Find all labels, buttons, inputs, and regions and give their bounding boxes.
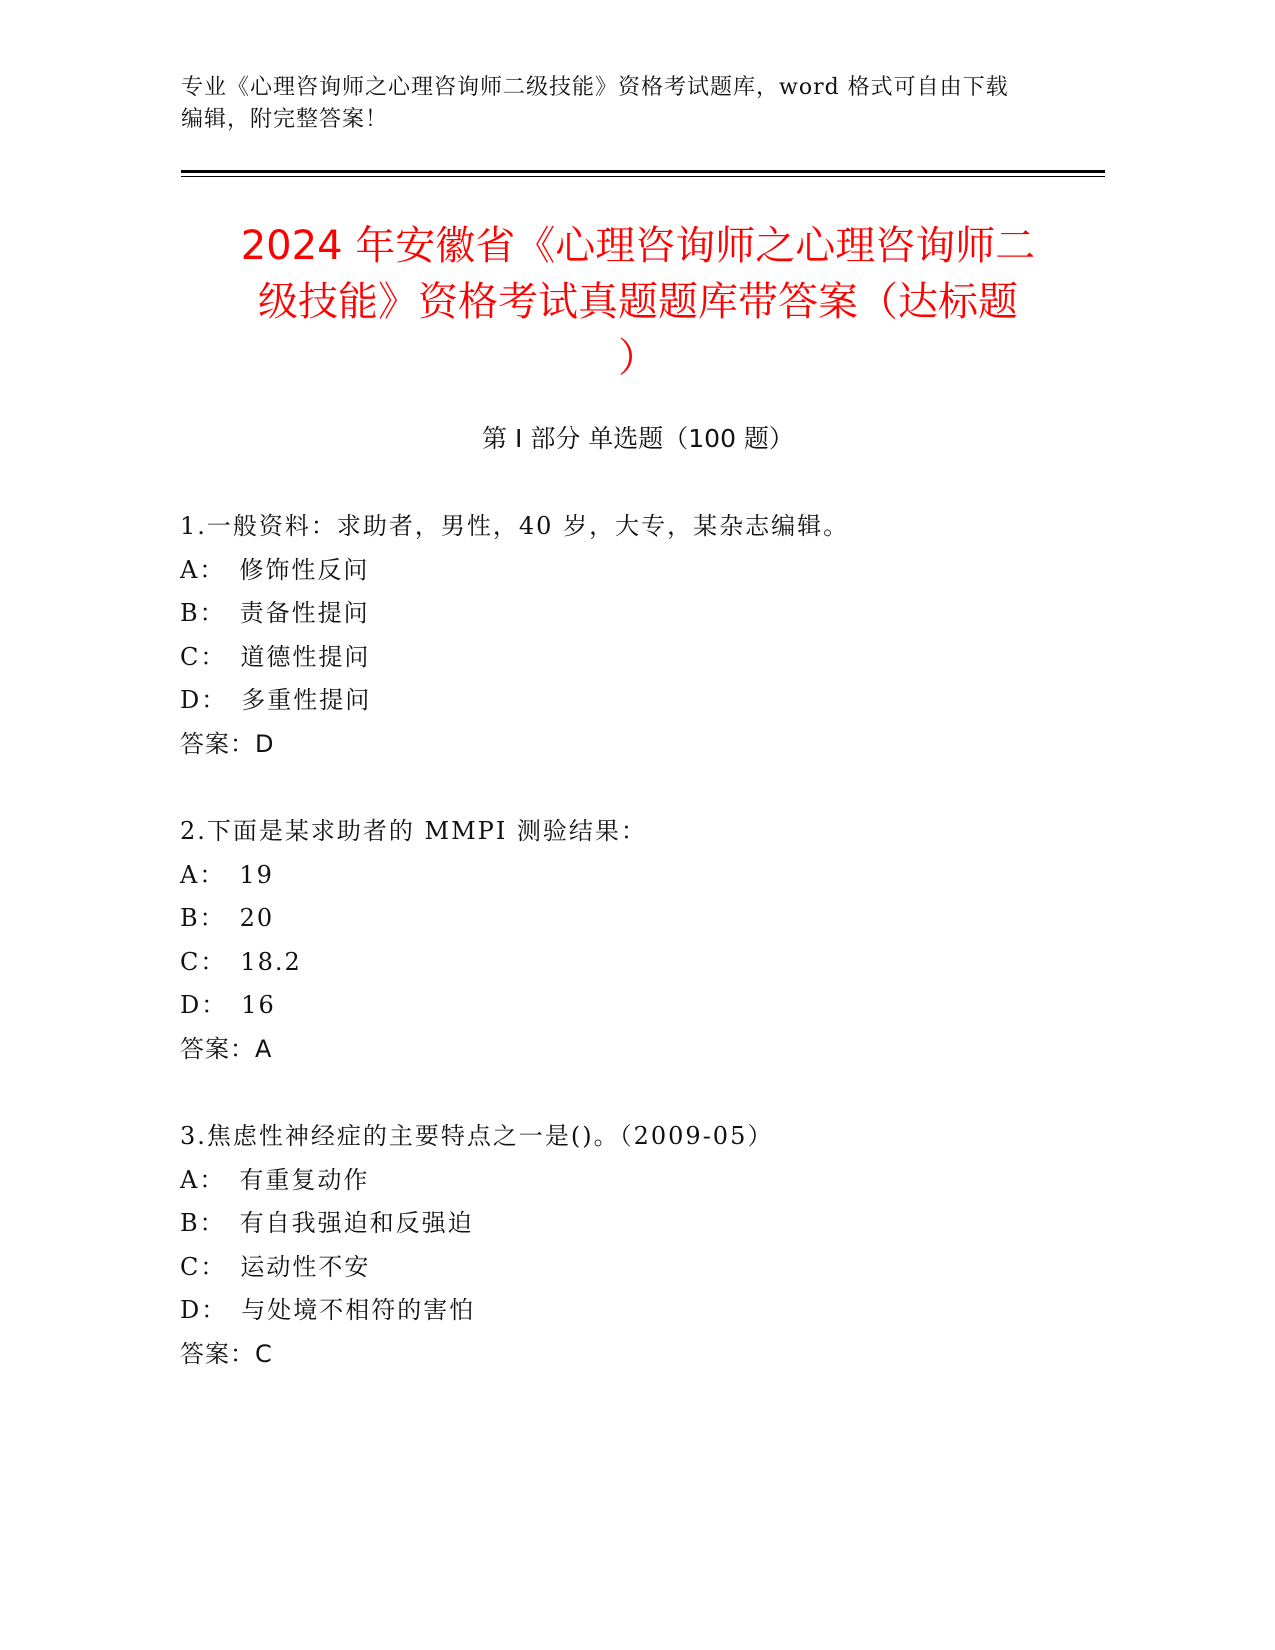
option-d [180, 987, 1100, 1031]
option-text: 与处境不相符的害怕 [241, 1296, 476, 1324]
option-c [180, 639, 1100, 683]
header-divider-thin [181, 176, 1105, 177]
option-text: 道德性提问 [240, 642, 371, 671]
option-text: 有自我强迫和反强迫 [239, 1209, 474, 1237]
question-stem: 2.下面是某求助者的 MMPI 测验结果： [180, 817, 647, 845]
option-b [180, 900, 1100, 944]
question-1 [180, 508, 1100, 766]
option-letter: B： [180, 599, 226, 627]
option-letter: D： [180, 686, 228, 714]
answer: 答案：C [180, 1339, 273, 1368]
option-text: 16 [241, 991, 276, 1019]
option-letter: C： [180, 1252, 227, 1281]
question-stem: 1.一般资料：求助者，男性，40 岁，大专，某杂志编辑。 [180, 512, 850, 540]
option-letter: D： [180, 991, 228, 1019]
answer: 答案：D [180, 729, 275, 758]
option-text: 运动性不安 [240, 1252, 371, 1281]
option-letter: A： [180, 860, 226, 889]
option-a [180, 1162, 1100, 1206]
question-3 [180, 1118, 1100, 1376]
option-text: 多重性提问 [241, 686, 372, 714]
option-letter: C： [180, 642, 227, 671]
option-text: 有重复动作 [239, 1165, 370, 1194]
option-a [180, 552, 1100, 596]
question-stem: 3.焦虑性神经症的主要特点之一是()。（2009-05） [180, 1122, 774, 1150]
option-letter: D： [180, 1296, 228, 1324]
answer: 答案：A [180, 1034, 273, 1063]
option-text: 责备性提问 [239, 599, 370, 627]
option-c [180, 1249, 1100, 1293]
option-letter: B： [180, 1209, 226, 1237]
option-letter: B： [180, 904, 226, 932]
title-line-2: 级技能》资格考试真题题库带答案（达标题 [258, 279, 1018, 325]
title-line-3: ） [618, 335, 658, 381]
option-b [180, 1205, 1100, 1249]
header-note-line-2: 编辑，附完整答案！ [181, 107, 389, 132]
option-d [180, 1292, 1100, 1336]
option-a [180, 857, 1100, 901]
option-d [180, 682, 1100, 726]
option-text: 修饰性反问 [239, 555, 370, 584]
option-b [180, 595, 1100, 639]
document-title [178, 218, 1098, 386]
option-text: 20 [239, 904, 275, 932]
option-text: 19 [239, 860, 274, 889]
option-text: 18.2 [240, 947, 302, 976]
question-2 [180, 813, 1100, 1071]
option-c [180, 944, 1100, 988]
option-letter: A： [180, 1165, 226, 1194]
section-heading: 第 I 部分 单选题（100 题） [482, 424, 794, 453]
option-letter: A： [180, 555, 226, 584]
header-note [181, 72, 1061, 136]
header-divider-thick [181, 170, 1105, 173]
header-note-line-1: 专业《心理咨询师之心理咨询师二级技能》资格考试题库，word 格式可自由下载 [181, 75, 1009, 100]
title-line-1: 2024 年安徽省《心理咨询师之心理咨询师二 [240, 223, 1036, 269]
option-letter: C： [180, 947, 227, 976]
